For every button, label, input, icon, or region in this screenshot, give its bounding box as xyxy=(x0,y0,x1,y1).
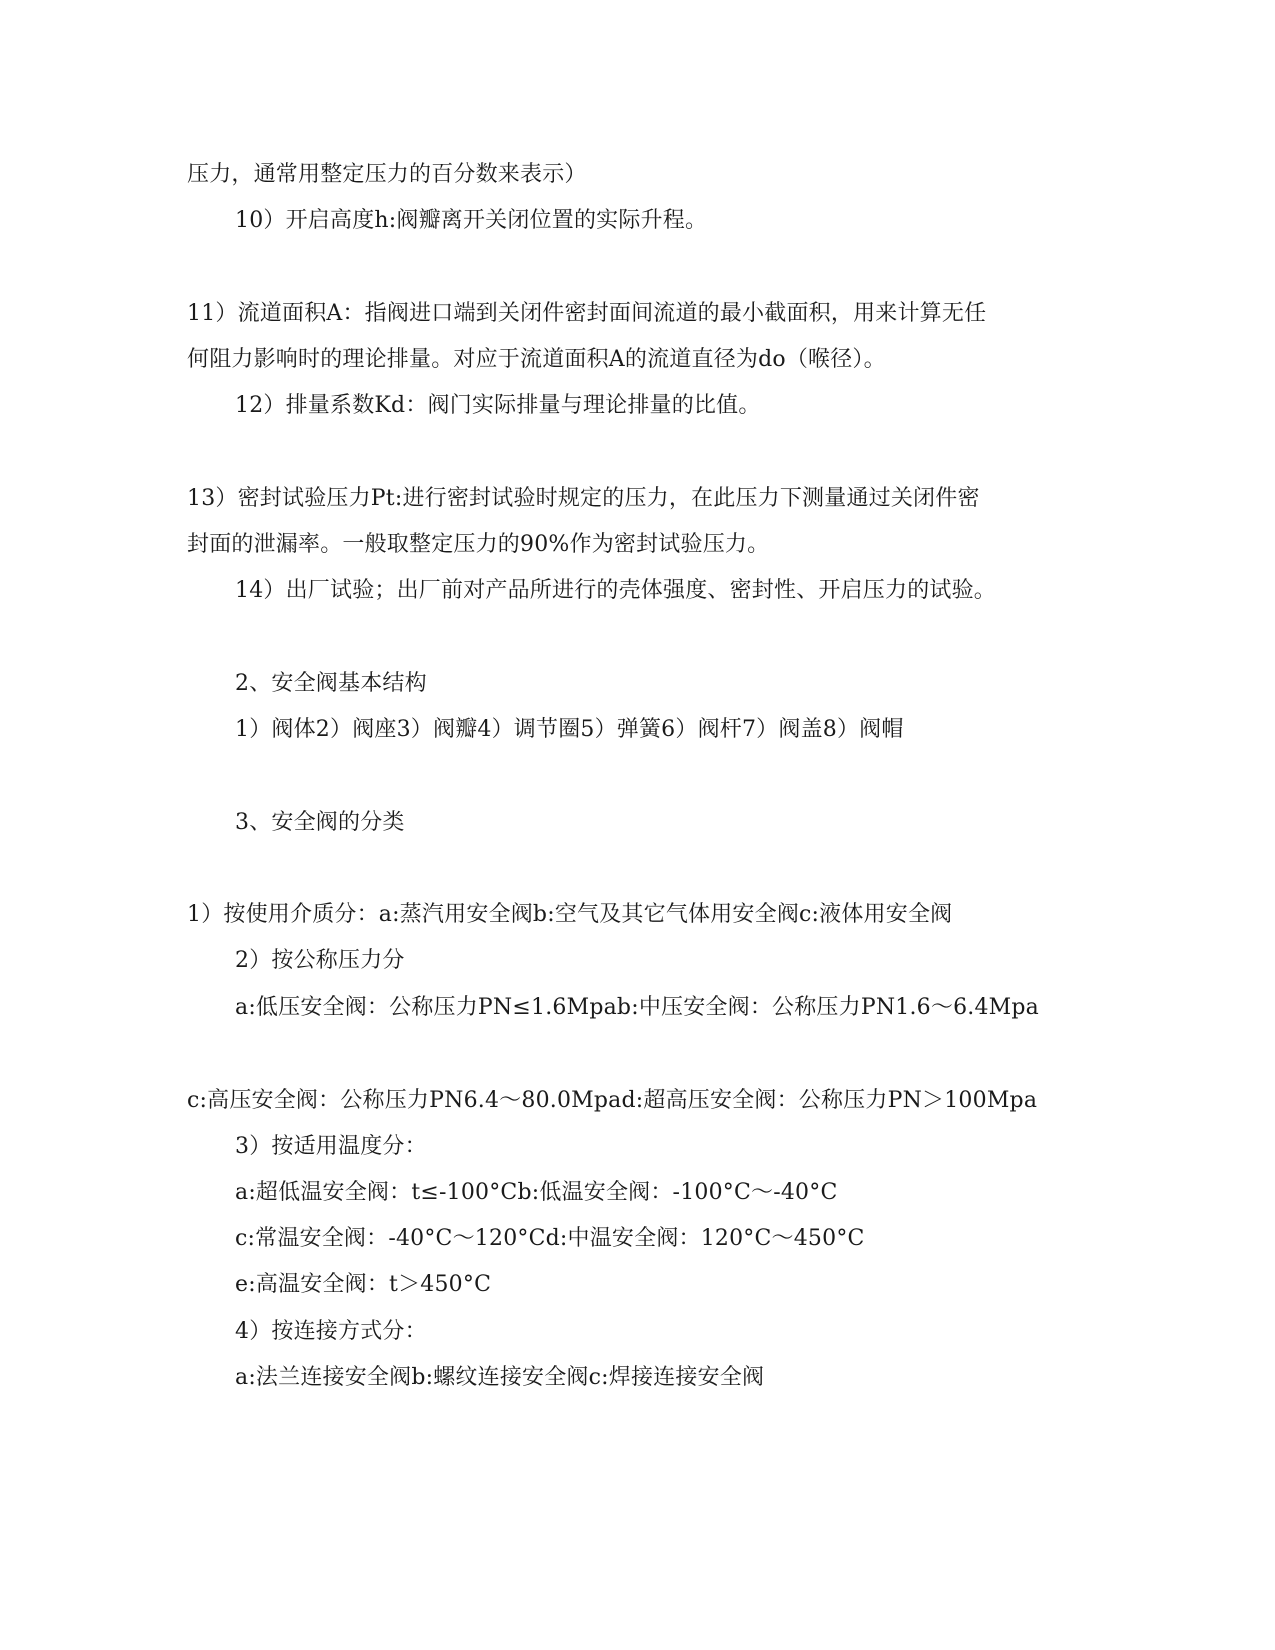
paragraph-line: 1）阀体2）阀座3）阀瓣4）调节圈5）弹簧6）阀杆7）阀盖8）阀帽 xyxy=(235,717,904,742)
paragraph-line: c:高压安全阀：公称压力PN6.4～80.0Mpad:超高压安全阀：公称压力PN＞100Mpa xyxy=(187,1088,1038,1113)
paragraph-line: 何阻力影响时的理论排量。对应于流道面积A的流道直径为do（喉径）。 xyxy=(187,347,886,372)
paragraph-line: a:法兰连接安全阀b:螺纹连接安全阀c:焊接连接安全阀 xyxy=(235,1365,765,1390)
paragraph-line: 10）开启高度h:阀瓣离开关闭位置的实际升程。 xyxy=(235,208,708,233)
paragraph-line: 14）出厂试验；出厂前对产品所进行的壳体强度、密封性、开启压力的试验。 xyxy=(235,578,996,603)
section-heading: 3、安全阀的分类 xyxy=(235,810,405,835)
paragraph-line: 封面的泄漏率。一般取整定压力的90%作为密封试验压力。 xyxy=(187,532,770,557)
paragraph-line: c:常温安全阀：-40°C～120°Cd:中温安全阀：120°C～450°C xyxy=(235,1226,865,1251)
paragraph-line: 12）排量系数Kd：阀门实际排量与理论排量的比值。 xyxy=(235,393,761,418)
paragraph-line: a:低压安全阀：公称压力PN≤1.6Mpab:中压安全阀：公称压力PN1.6～6.4Mpa xyxy=(235,995,1039,1020)
paragraph-line: e:高温安全阀：t＞450°C xyxy=(235,1272,492,1297)
paragraph-line: 2）按公称压力分 xyxy=(235,948,405,973)
section-heading: 2、安全阀基本结构 xyxy=(235,671,427,696)
paragraph-line: a:超低温安全阀：t≤-100°Cb:低温安全阀：-100°C～-40°C xyxy=(235,1180,838,1205)
paragraph-line: 11）流道面积A：指阀进口端到关闭件密封面间流道的最小截面积，用来计算无任 xyxy=(187,301,987,326)
paragraph-line: 3）按适用温度分： xyxy=(235,1134,427,1159)
paragraph-line: 13）密封试验压力Pt:进行密封试验时规定的压力，在此压力下测量通过关闭件密 xyxy=(187,486,980,511)
paragraph-line: 压力，通常用整定压力的百分数来表示） xyxy=(187,162,587,187)
paragraph-line: 4）按连接方式分： xyxy=(235,1319,427,1344)
paragraph-line: 1）按使用介质分：a:蒸汽用安全阀b:空气及其它气体用安全阀c:液体用安全阀 xyxy=(187,902,953,927)
